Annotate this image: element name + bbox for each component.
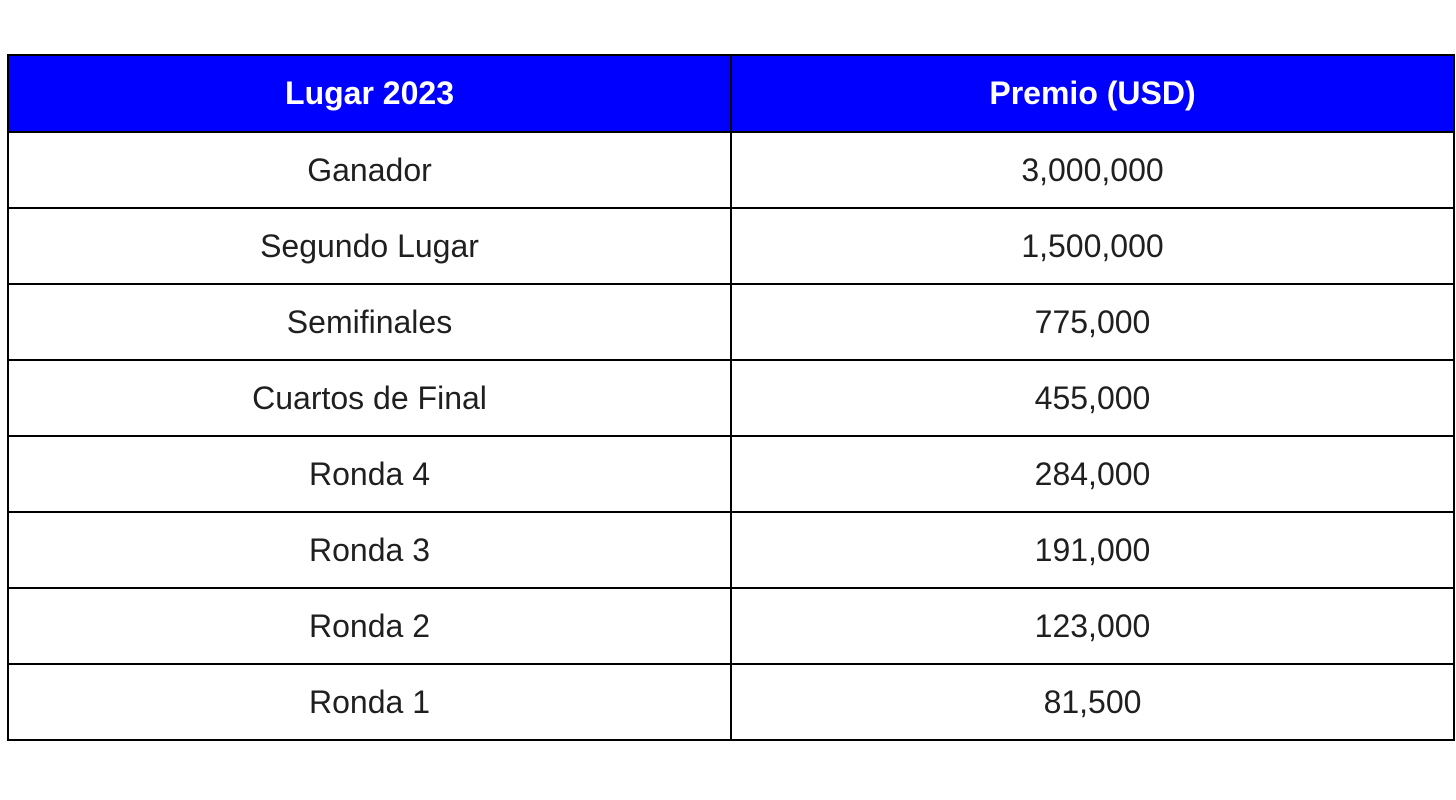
place-cell: Ganador (8, 132, 731, 208)
table-row (8, 360, 1454, 436)
prize-cell: 81,500 (731, 664, 1454, 740)
table-row (8, 208, 1454, 284)
place-cell: Ronda 2 (8, 588, 731, 664)
table-row (8, 588, 1454, 664)
table-row (8, 512, 1454, 588)
prize-cell: 3,000,000 (731, 132, 1454, 208)
header-cell-place: Lugar 2023 (8, 55, 731, 132)
place-cell: Ronda 1 (8, 664, 731, 740)
header-row (8, 55, 1454, 132)
place-cell: Segundo Lugar (8, 208, 731, 284)
place-cell: Ronda 4 (8, 436, 731, 512)
prize-cell: 123,000 (731, 588, 1454, 664)
table-row (8, 436, 1454, 512)
prize-cell: 455,000 (731, 360, 1454, 436)
place-cell: Ronda 3 (8, 512, 731, 588)
place-cell: Semifinales (8, 284, 731, 360)
prize-table (7, 54, 1455, 741)
table-row (8, 132, 1454, 208)
prize-cell: 191,000 (731, 512, 1454, 588)
place-cell: Cuartos de Final (8, 360, 731, 436)
prize-cell: 1,500,000 (731, 208, 1454, 284)
prize-cell: 284,000 (731, 436, 1454, 512)
table-row (8, 284, 1454, 360)
header-cell-prize: Premio (USD) (731, 55, 1454, 132)
table-row (8, 664, 1454, 740)
prize-cell: 775,000 (731, 284, 1454, 360)
